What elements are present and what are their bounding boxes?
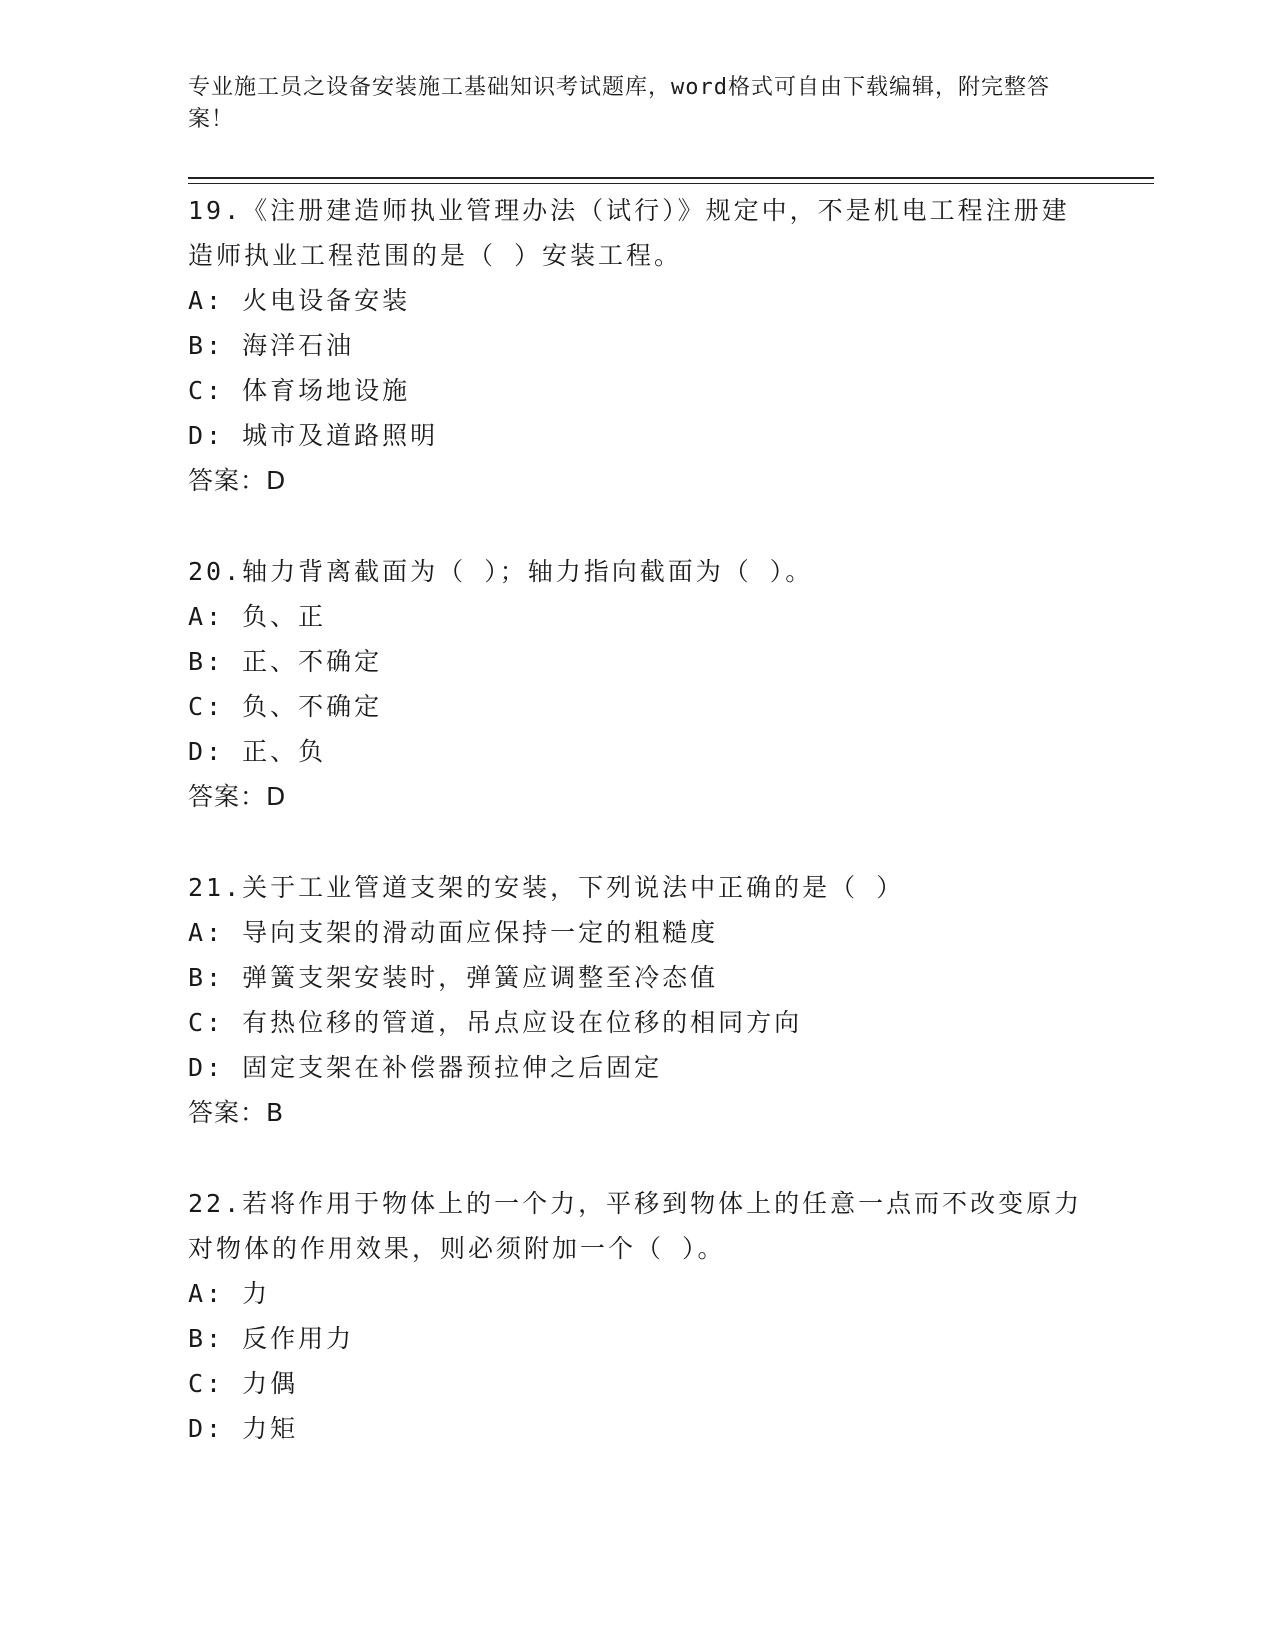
option-d: D: 正、负 bbox=[188, 737, 327, 766]
answer-label: 答案：B bbox=[188, 1098, 285, 1127]
document-header: 专业施工员之设备安装施工基础知识考试题库，word格式可自由下载编辑，附完整答案！ bbox=[188, 75, 1050, 132]
option-c: C: 有热位移的管道，吊点应设在位移的相同方向 bbox=[188, 1008, 803, 1037]
question-19 bbox=[188, 188, 1088, 503]
question-22 bbox=[188, 1181, 1088, 1451]
option-d: D: 力矩 bbox=[188, 1414, 299, 1443]
header-divider-thin bbox=[188, 183, 1154, 184]
option-b: B: 海洋石油 bbox=[188, 331, 355, 360]
answer-label: 答案：D bbox=[188, 782, 287, 811]
question-text: 22.若将作用于物体上的一个力，平移到物体上的任意一点而不改变原力对物体的作用效果，则必须附加一个（ ）。 bbox=[188, 1189, 1083, 1263]
option-d: D: 固定支架在补偿器预拉伸之后固定 bbox=[188, 1053, 663, 1082]
question-text: 21.关于工业管道支架的安装，下列说法中正确的是（ ） bbox=[188, 873, 905, 902]
option-d: D: 城市及道路照明 bbox=[188, 421, 439, 450]
option-c: C: 负、不确定 bbox=[188, 692, 383, 721]
question-20 bbox=[188, 549, 1088, 819]
option-b: B: 反作用力 bbox=[188, 1324, 355, 1353]
option-a: A: 负、正 bbox=[188, 602, 327, 631]
option-b: B: 弹簧支架安装时，弹簧应调整至冷态值 bbox=[188, 963, 719, 992]
answer-label: 答案：D bbox=[188, 466, 287, 495]
option-a: A: 力 bbox=[188, 1279, 271, 1308]
option-a: A: 导向支架的滑动面应保持一定的粗糙度 bbox=[188, 918, 719, 947]
question-21 bbox=[188, 865, 1088, 1135]
question-list bbox=[188, 188, 1088, 1497]
option-c: C: 体育场地设施 bbox=[188, 376, 411, 405]
header-divider-thick bbox=[188, 177, 1154, 179]
question-text: 19.《注册建造师执业管理办法（试行）》规定中，不是机电工程注册建造师执业工程范围的是（ ）安装工程。 bbox=[188, 196, 1070, 270]
question-text: 20.轴力背离截面为（ ）；轴力指向截面为（ ）。 bbox=[188, 557, 814, 586]
option-b: B: 正、不确定 bbox=[188, 647, 383, 676]
option-c: C: 力偶 bbox=[188, 1369, 299, 1398]
option-a: A: 火电设备安装 bbox=[188, 286, 411, 315]
